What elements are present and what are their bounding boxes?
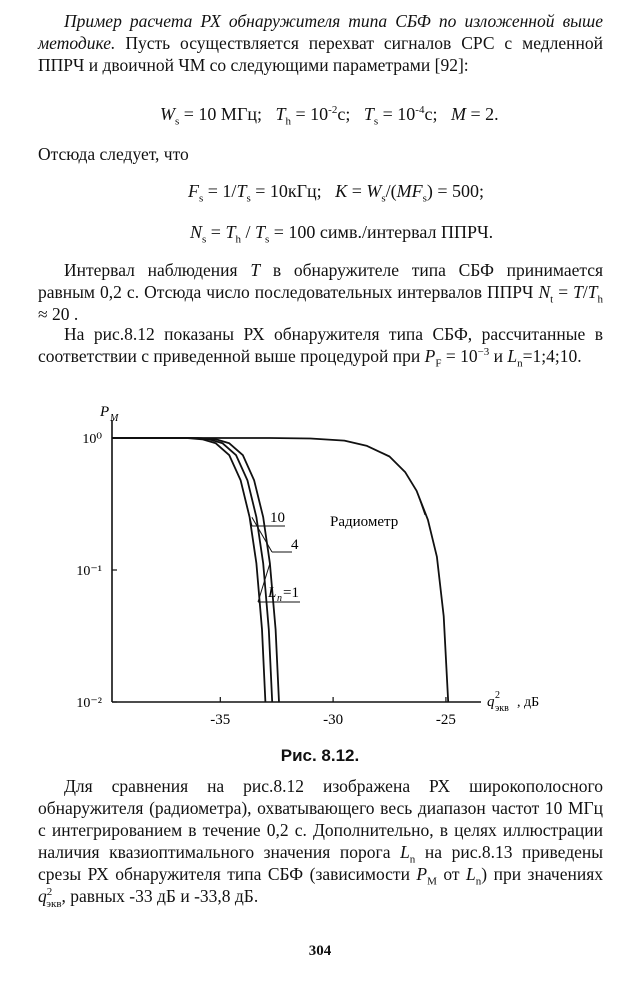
chart-labels [76, 404, 539, 728]
chart-series [112, 438, 448, 702]
y-tick-label: 10⁻¹ [76, 564, 102, 579]
page-number: 304 [308, 943, 332, 959]
annotation-ln-val: =1 [283, 585, 299, 601]
paragraph-comparison: Для сравнения на рис.8.12 изображена РХ широкополосного обнаружителя (радиометра), охватывающего весь диапазон частот 10 МГц с интегрированием в течение 0,2 с. Дополнительно, в целях иллюстрации наличия квазиоптимального значения порога $L_n$ на рис.8.13 приведены срезы РХ обнаружителя типа СБФ (зависимости $P_M$ от $L_n$) при значениях $q^2_{экв}$, равных -33 дБ и -33,8 дБ. [38, 776, 604, 910]
annotation-radiometer: Радиометр [330, 514, 399, 530]
y-axis-label: P [100, 404, 110, 420]
equation-frequency: $F_s = 1/T_s = 10кГц$; $K = W_s/(MF_s) = 500$; [188, 181, 485, 205]
paragraph-interval: Интервал наблюдения T в обнаружителе типа СБФ принимается равным 0,2 с. Отсюда число последовательных интервалов ППРЧ $N_t = T/T_h \approx 20$ . [38, 260, 604, 324]
series-line [112, 438, 279, 702]
chart-8-12 [0, 392, 640, 742]
chart-axes [112, 420, 481, 702]
leader-4 [252, 517, 272, 552]
x-axis-label-sub: экв [495, 703, 509, 714]
paragraph-hence: Отсюда следует, что [38, 144, 189, 164]
annotation-10: 10 [270, 510, 285, 526]
leader-radiometer [417, 491, 425, 515]
x-tick-label: -25 [435, 712, 456, 728]
y-tick-label: 10⁻² [76, 696, 102, 711]
paragraph-intro-text: Пусть осуществляется перехват сигналов СРС с медленной ППРЧ и двоичной ЧМ со следующими параметрами [92]: [38, 33, 603, 75]
paragraph-figure-ref: На рис.8.12 показаны РХ обнаружителя типа СБФ, рассчитанные в соответствии с приведенной выше процедурой при $P_F = 10^{-3}$ и $L_n=1;4;10$. [38, 324, 603, 370]
equation-parameters: $W_s = 10$ МГц; $T_h = 10^{-2}с$; $T_s = 10^{-4}с$; M = 2. [160, 104, 499, 128]
paragraph-intro-italic: Пример расчета РХ обнаружителя типа СБФ по изложенной выше методике. [38, 11, 603, 53]
annotation-4: 4 [291, 537, 299, 553]
x-tick-label: -30 [323, 712, 344, 728]
annotation-ln-sub: n [277, 593, 282, 604]
leader-10 [241, 480, 252, 526]
x-axis-label-sup: 2 [495, 690, 500, 701]
series-line [112, 438, 448, 702]
figure-caption: Рис. 8.12. [280, 746, 360, 765]
series-line [112, 438, 265, 702]
equation-symbols: $N_s = T_h / T_s = 100$ симв./интервал ППРЧ. [190, 222, 494, 246]
paragraph-intro [38, 10, 603, 76]
x-axis-label-q: q [487, 694, 495, 710]
y-tick-label: 10⁰ [82, 432, 102, 447]
series-line [112, 438, 272, 702]
x-tick-label: -35 [210, 712, 231, 728]
x-axis-label-unit: , дБ [517, 695, 540, 710]
y-axis-label-sub: M [110, 413, 119, 424]
annotation-ln-sym: L [268, 585, 277, 601]
